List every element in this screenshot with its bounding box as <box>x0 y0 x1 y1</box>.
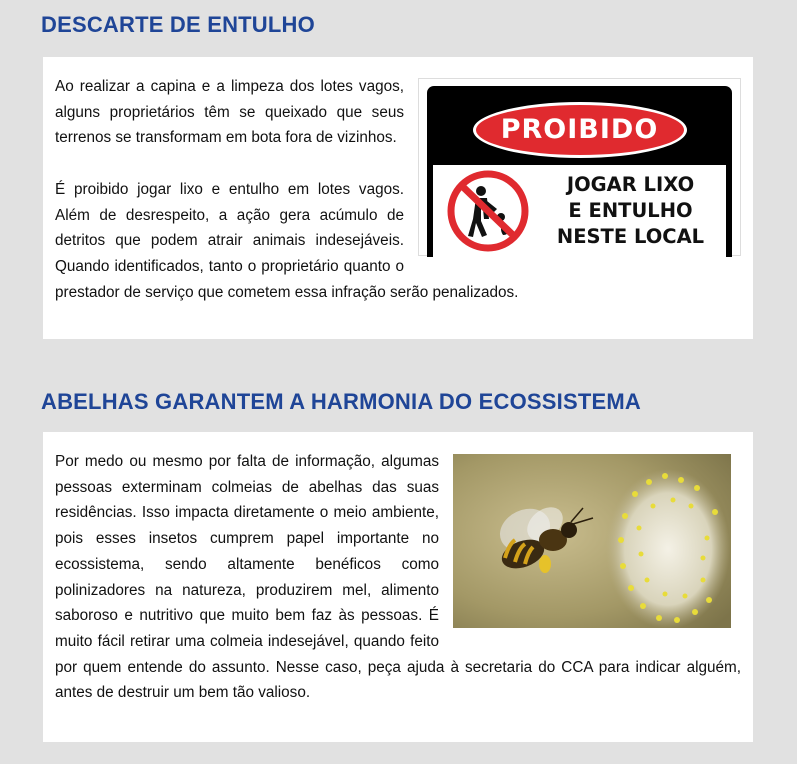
sign-line: E ENTULHO <box>568 199 693 222</box>
section-title-abelhas: ABELHAS GARANTEM A HARMONIA DO ECOSSISTEMA <box>41 389 641 414</box>
article-card-abelhas <box>43 432 753 742</box>
bee-photo <box>453 454 731 628</box>
sign-board <box>427 86 732 257</box>
proibido-sign-image <box>418 78 741 256</box>
article-paragraph: Ao realizar a capina e a limpeza dos lotes vagos, alguns proprietários têm se queixado que seus terrenos se transformam em bota fora de vizinhos. <box>55 78 404 147</box>
section-title-entulho: DESCARTE DE ENTULHO <box>41 12 315 37</box>
sign-line: JOGAR LIXO <box>566 173 695 196</box>
no-littering-icon <box>443 169 533 253</box>
article-card-entulho <box>43 57 753 339</box>
article-paragraph: Por medo ou mesmo por falta de informação, algumas pessoas exterminam colmeias de abelhas das suas residências. Isso impacta diretamente o meio ambiente, pois esses insetos cumprem papel importante no ecossistema, sendo altamente benéficos como polinizadores na natureza, produzirem mel, alimento saboroso e nutritivo que muito bem faz às pessoas. É muito fácil retirar uma colmeia indesejável, quando feito por quem entende do assunto. Nesse caso, peça ajuda à secretaria do CCA para indicar alguém, antes de destruir um bem tão valioso. <box>55 453 741 702</box>
sign-header: PROIBIDO <box>473 102 687 158</box>
sign-line: NESTE LOCAL <box>556 225 705 248</box>
article-paragraph: É proibido jogar lixo e entulho em lotes vagos. Além de desrespeito, a ação gera acúmulo de detritos que podem atrair animais indesejáveis. Quando identificados, tanto o proprietário quanto o prestador de serviço que cometem essa infração serão penalizados. <box>55 180 519 301</box>
sign-text <box>541 172 720 250</box>
